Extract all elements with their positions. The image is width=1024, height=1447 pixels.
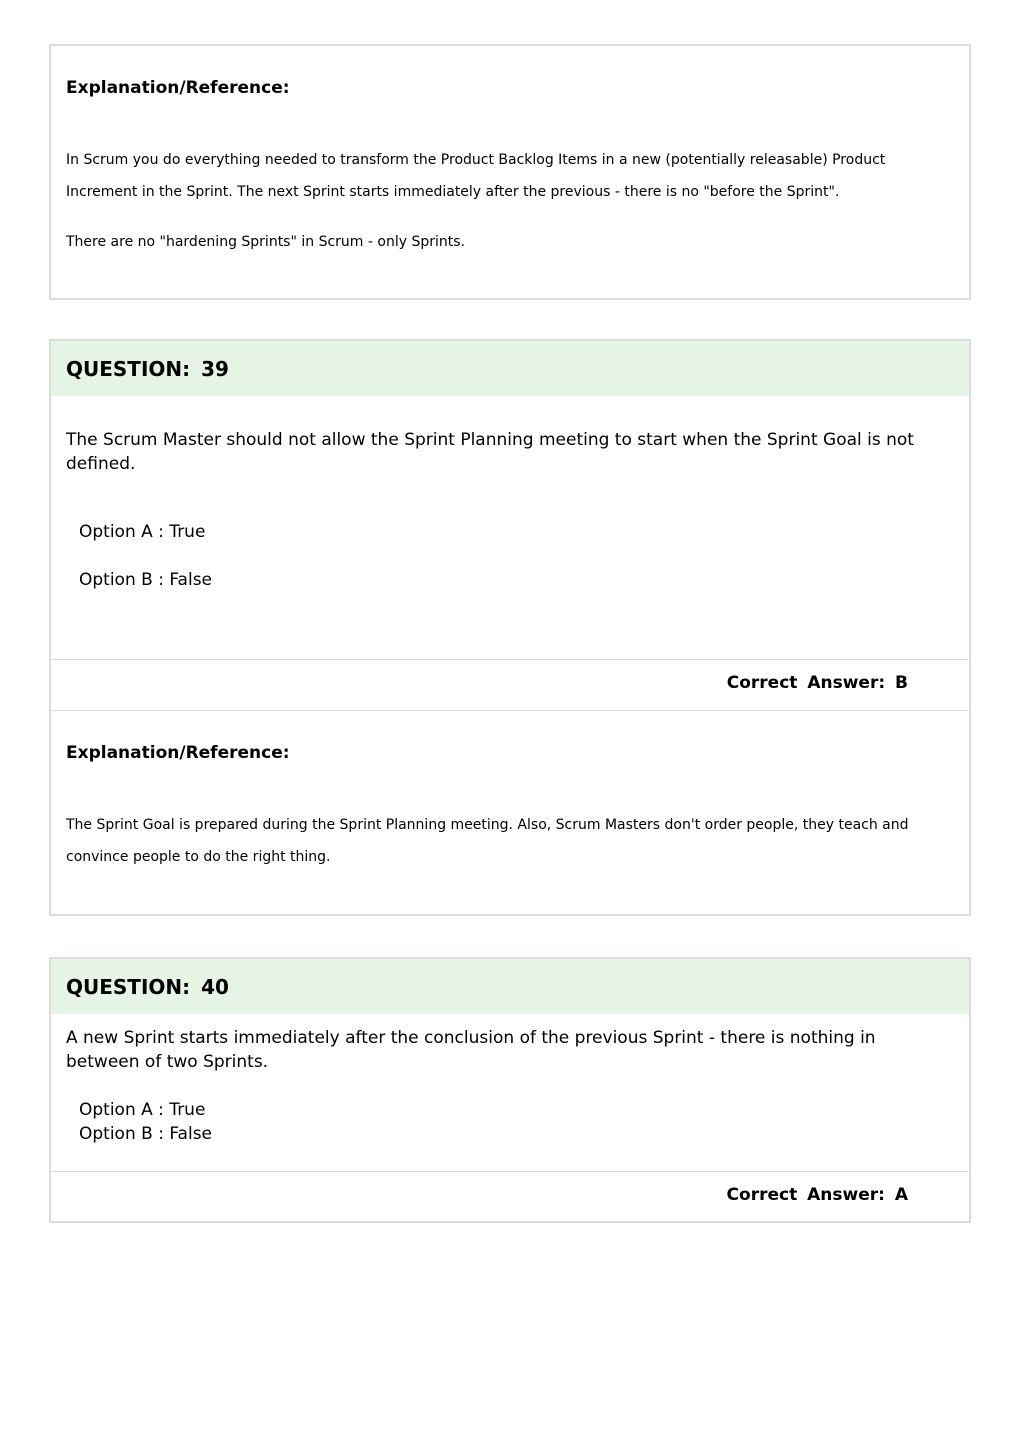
question-label: QUESTION: 40	[66, 974, 229, 999]
explanation-section	[51, 46, 969, 258]
option-a[interactable]: Option A : True	[79, 1100, 206, 1120]
correct-answer: Correct Answer: A	[726, 1185, 908, 1205]
question-card-39	[49, 339, 971, 916]
question-label: QUESTION: 39	[66, 356, 229, 381]
answer-row	[51, 1171, 969, 1221]
explanation-paragraph: There are no "hardening Sprints" in Scrum - only Sprints.	[66, 234, 465, 250]
explanation-card-38	[49, 44, 971, 300]
question-card-40	[49, 957, 971, 1223]
explanation-paragraph: In Scrum you do everything needed to transform the Product Backlog Items in a new (potentially releasable) Product Increment in the Sprint. The next Sprint starts immediately after the previous - there is no "before the Sprint".	[66, 152, 886, 200]
explanation-paragraph: The Sprint Goal is prepared during the Sprint Planning meeting. Also, Scrum Masters don't order people, they teach and convince people to do the right thing.	[66, 817, 909, 865]
correct-answer: Correct Answer: B	[726, 673, 908, 693]
question-text: A new Sprint starts immediately after the conclusion of the previous Sprint - there is nothing in between of two Sprints.	[66, 1028, 876, 1072]
question-text: The Scrum Master should not allow the Sprint Planning meeting to start when the Sprint Goal is not defined.	[66, 430, 914, 474]
answer-row	[51, 659, 969, 710]
explanation-title: Explanation/Reference:	[66, 743, 290, 763]
question-header	[51, 959, 969, 1014]
option-b[interactable]: Option B : False	[79, 570, 213, 590]
explanation-section	[51, 710, 969, 873]
explanation-title: Explanation/Reference:	[66, 78, 290, 98]
question-body	[51, 1014, 969, 1171]
question-header	[51, 341, 969, 396]
question-body	[51, 396, 969, 659]
option-b[interactable]: Option B : False	[79, 1124, 213, 1144]
option-a[interactable]: Option A : True	[79, 522, 206, 542]
